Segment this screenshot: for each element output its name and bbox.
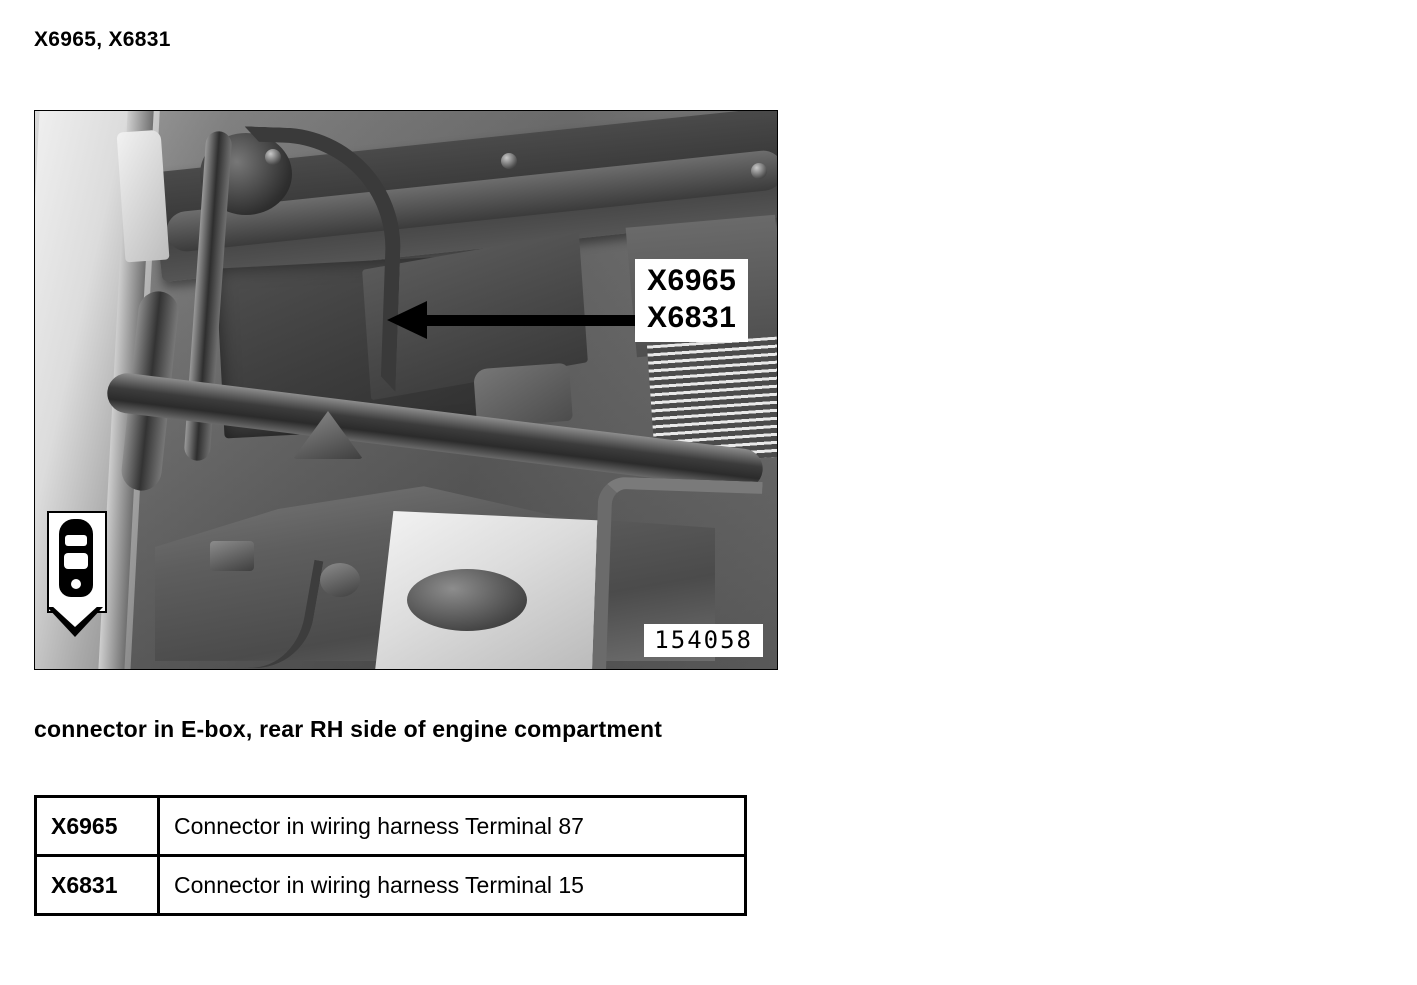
callout-arrow-shaft — [423, 315, 645, 326]
legend-code: X6831 — [36, 856, 159, 915]
white-bracket — [117, 130, 170, 263]
callout-arrow-head — [387, 301, 427, 339]
table-row — [36, 856, 746, 915]
callout-label — [635, 259, 748, 342]
figure-caption: connector in E-box, rear RH side of engine compartment — [34, 716, 663, 742]
bolt-icon — [501, 153, 517, 169]
callout-line-1: X6965 — [647, 264, 737, 297]
vehicle-body-shape — [59, 519, 93, 597]
table-row — [36, 797, 746, 856]
legend-table — [34, 795, 747, 916]
photo-background — [35, 111, 777, 669]
legend-description: Connector in wiring harness Terminal 15 — [159, 856, 746, 915]
bolt-icon — [751, 163, 767, 179]
legend-code: X6965 — [36, 797, 159, 856]
figure-photo — [34, 110, 778, 670]
legend-description: Connector in wiring harness Terminal 87 — [159, 797, 746, 856]
view-direction-arrow-inner — [51, 605, 99, 627]
vehicle-marker-dot — [71, 579, 81, 589]
vehicle-window-front — [65, 535, 87, 546]
photo-id-label: 154058 — [644, 624, 763, 657]
reservoir-cap — [407, 569, 527, 631]
vehicle-window-rear — [64, 553, 88, 569]
grommet-part — [320, 563, 360, 597]
page-title: X6965, X6831 — [34, 28, 171, 51]
vehicle-orientation-icon — [47, 511, 107, 613]
callout-line-2: X6831 — [647, 300, 737, 334]
clip-part — [210, 541, 254, 571]
